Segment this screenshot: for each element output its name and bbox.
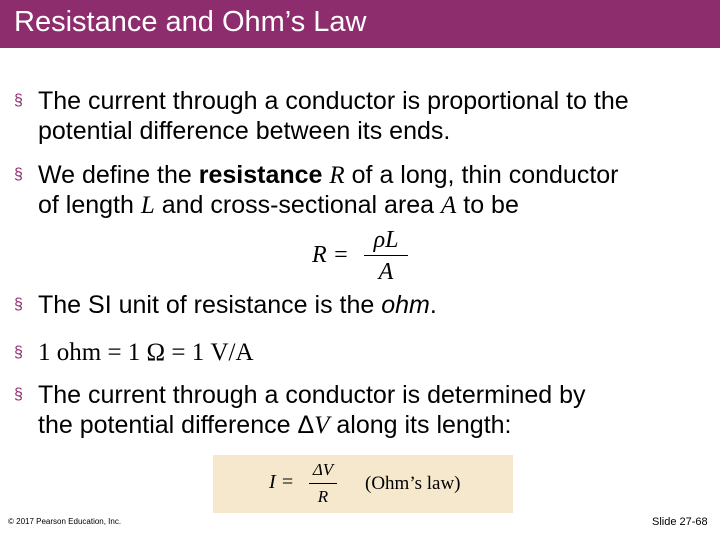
bullet-5-line-1: The current through a conductor is determined by <box>38 381 586 409</box>
bullet-4-text: 1 ohm = 1 Ω = 1 V/A <box>38 339 254 366</box>
bullet-1-line-2: potential difference between its ends. <box>38 117 451 145</box>
title-bar <box>0 0 720 48</box>
bullet-marker-icon: § <box>14 386 23 403</box>
bullet-marker-icon: § <box>14 92 23 109</box>
formula-denominator: A <box>378 259 394 285</box>
resistance-formula <box>312 226 422 288</box>
ohms-law-fraction <box>309 458 337 509</box>
slide-title: Resistance and Ohm’s Law <box>14 6 367 38</box>
formula-numerator: ρL <box>373 227 399 253</box>
bullet-marker-icon: § <box>14 166 23 183</box>
formula-lhs: R = <box>312 242 349 268</box>
bullet-5-line-2: the potential difference ΔV along its length: <box>38 411 512 439</box>
formula-fraction <box>364 226 408 286</box>
ohms-law-lhs: I = <box>269 471 295 493</box>
ohms-law-numerator: ΔV <box>312 460 334 479</box>
resistance-term: resistance <box>198 161 323 189</box>
slide-number: Slide 27-68 <box>652 516 708 528</box>
bullet-marker-icon: § <box>14 296 23 313</box>
bullet-marker-icon: § <box>14 344 23 361</box>
bullet-3-text: The SI unit of resistance is the ohm. <box>38 291 437 319</box>
bullet-2-line-2: of length L and cross-sectional area A to be <box>38 191 519 219</box>
copyright-footer: © 2017 Pearson Education, Inc. <box>8 517 122 526</box>
ohms-law-label: (Ohm’s law) <box>365 473 461 494</box>
bullet-1-line-1: The current through a conductor is proportional to the <box>38 87 629 115</box>
ohms-law-denominator: R <box>317 487 329 506</box>
fraction-bar <box>309 483 337 484</box>
bullet-2-line-1: We define the resistance R of a long, thin conductor <box>38 161 619 189</box>
ohms-law-box <box>213 455 513 513</box>
fraction-bar <box>364 255 408 256</box>
